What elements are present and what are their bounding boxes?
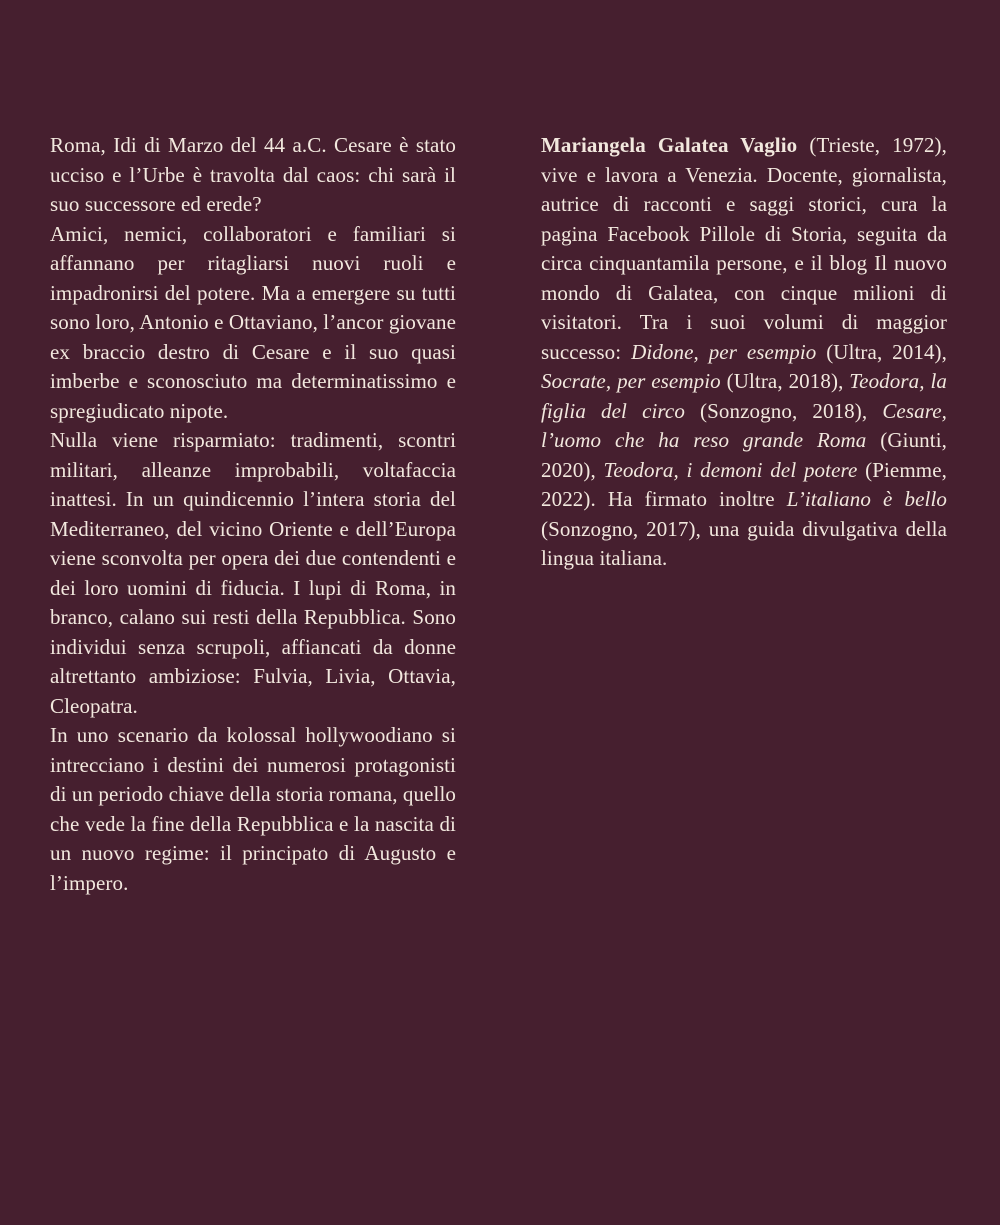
book-title: Teodora, i demoni del potere: [603, 457, 858, 482]
text-columns: [50, 131, 948, 898]
synopsis-paragraph: Roma, Idi di Marzo del 44 a.C. Cesare è stato ucciso e l’Urbe è travolta dal caos: chi sarà il suo successore ed erede?: [50, 133, 456, 216]
synopsis-paragraph: Amici, nemici, collaboratori e familiari si affannano per ritagliarsi nuovi ruoli e impadronirsi del potere. Ma a emergere su tutti sono loro, Antonio e Ottaviano, l’ancor giovane ex braccio destro di Cesare e il suo quasi imberbe e sconosciuto ma determinatissimo e spregiudicato nipote.: [50, 221, 456, 423]
book-title: Teodora, la figlia del circo: [541, 369, 947, 423]
book-title: Socrate, per esempio: [541, 369, 721, 393]
bio-text: (Ultra, 2018),: [720, 369, 850, 393]
author-bio-column: [541, 131, 947, 574]
author-bio: [541, 131, 947, 574]
book-title: L’italiano è bello: [786, 487, 947, 511]
bio-text: (Sonzogno, 2017), una guida divulgativa della lingua italiana.: [541, 516, 947, 570]
bio-text: (Sonzogno, 2018),: [684, 398, 883, 423]
bio-text: (Piemme, 2022). Ha firmato inoltre: [541, 457, 947, 511]
author-name: Mariangela Galatea Vaglio: [541, 133, 798, 157]
book-title: Cesare, l’uomo che ha reso grande Roma: [541, 398, 947, 452]
synopsis-paragraph: Nulla viene risparmiato: tradimenti, scontri militari, alleanze improbabili, voltafaccia inattesi. In un quindicennio l’intera storia del Mediterraneo, del vicino Oriente e dell’Europa viene sconvolta per opera dei due contendenti e dei loro uomini di fiducia. I lupi di Roma, in branco, calano sui resti della Repubblica. Sono individui senza scrupoli, affiancati da donne altrettanto ambiziose: Fulvia, Livia, Ottavia, Cleopatra.: [50, 428, 456, 718]
book-title: Didone, per esempio: [631, 339, 817, 364]
bio-text: (Trieste, 1972), vive e lavora a Venezia. Docente, giornalista, autrice di racconti e saggi storici, cura la pagina Facebook Pillole di Storia, seguita da circa cinquantamila persone, e il blog Il nuovo mondo di Galatea, con cinque milioni di visitatori. Tra i suoi volumi di maggior successo:: [541, 133, 947, 364]
bio-text: (Ultra, 2014),: [816, 339, 947, 364]
synopsis-column: [50, 131, 456, 898]
bio-text: (Giunti, 2020),: [541, 428, 947, 482]
synopsis-paragraph: In uno scenario da kolossal hollywoodiano si intrecciano i destini dei numerosi protagonisti di un periodo chiave della storia romana, quello che vede la fine della Repubblica e la nascita di un nuovo regime: il principato di Augusto e l’impero.: [50, 723, 457, 895]
